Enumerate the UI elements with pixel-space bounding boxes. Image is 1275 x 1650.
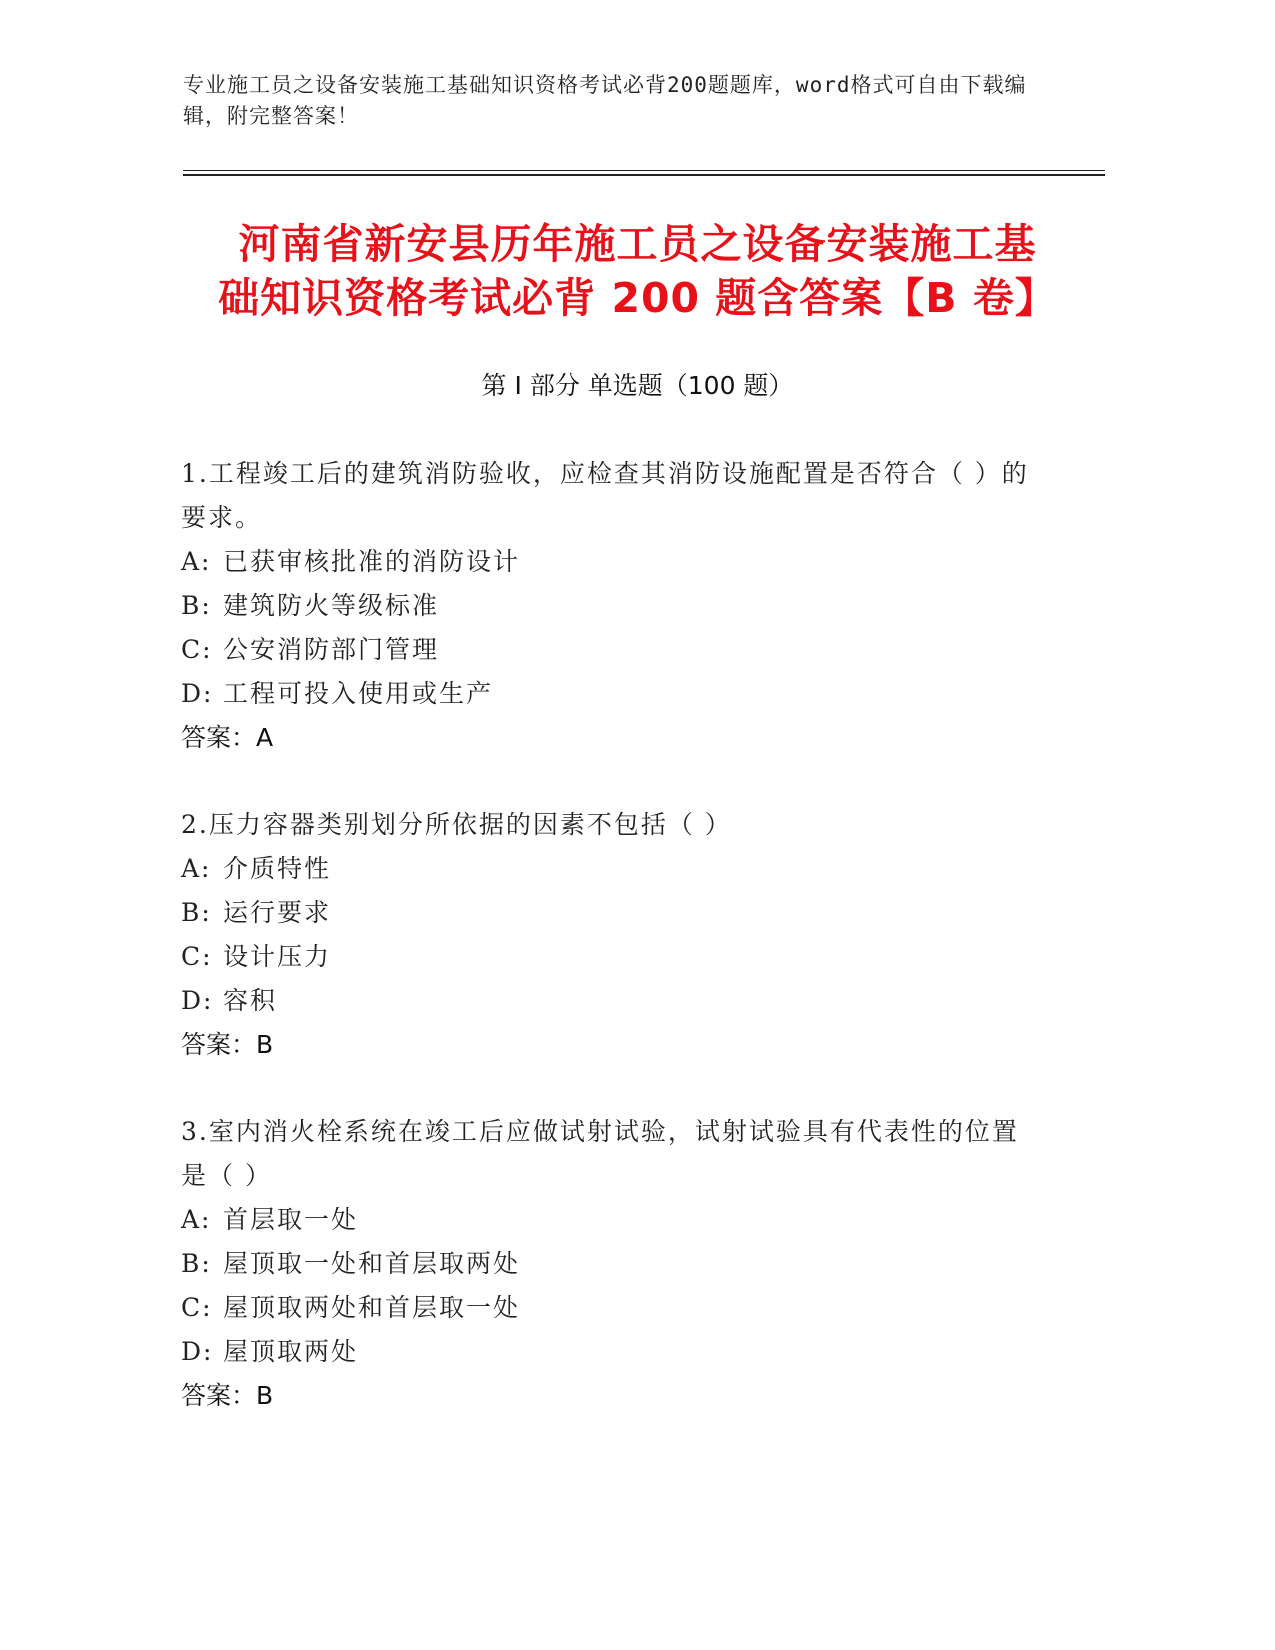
- option-key: A:: [181, 1205, 212, 1234]
- question-3: [181, 1110, 1041, 1418]
- option-text: 容积: [223, 986, 278, 1015]
- option-text: 公安消防部门管理: [223, 635, 440, 664]
- option-key: D:: [181, 679, 214, 708]
- header-divider-thin: [183, 170, 1105, 171]
- option-d: [181, 979, 1041, 1023]
- option-key: C:: [181, 1293, 213, 1322]
- option-text: 屋顶取两处: [223, 1337, 359, 1366]
- option-text: 建筑防火等级标准: [223, 591, 440, 620]
- option-text: 工程可投入使用或生产: [223, 679, 494, 708]
- answer-line: [181, 1374, 1041, 1418]
- option-key: C:: [181, 635, 213, 664]
- question-1: [181, 452, 1041, 760]
- answer-value: A: [256, 723, 274, 752]
- option-text: 介质特性: [223, 854, 332, 883]
- option-c: [181, 935, 1041, 979]
- option-key: A:: [181, 854, 212, 883]
- question-stem: 1.工程竣工后的建筑消防验收，应检查其消防设施配置是否符合（ ）的要求。: [181, 459, 1029, 532]
- option-key: C:: [181, 942, 213, 971]
- option-d: [181, 1330, 1041, 1374]
- option-d: [181, 672, 1041, 716]
- option-text: 运行要求: [223, 898, 332, 927]
- option-text: 已获审核批准的消防设计: [223, 547, 521, 576]
- option-text: 屋顶取一处和首层取两处: [223, 1249, 521, 1278]
- answer-label: 答案：: [181, 1381, 257, 1410]
- answer-line: [181, 1023, 1041, 1067]
- option-c: [181, 628, 1041, 672]
- option-key: B:: [181, 591, 212, 620]
- question-list: [181, 452, 1041, 1461]
- header-divider-thick: [183, 174, 1105, 176]
- option-text: 设计压力: [223, 942, 332, 971]
- section-title: 第 I 部分 单选题（100 题）: [481, 371, 794, 400]
- option-a: [181, 540, 1041, 584]
- question-stem: 2.压力容器类别划分所依据的因素不包括（ ）: [181, 810, 732, 839]
- option-b: [181, 891, 1041, 935]
- option-key: B:: [181, 1249, 212, 1278]
- option-text: 首层取一处: [223, 1205, 359, 1234]
- answer-value: B: [256, 1030, 274, 1059]
- document-title-line-1: 河南省新安县历年施工员之设备安装施工基: [238, 220, 1037, 268]
- option-key: B:: [181, 898, 212, 927]
- header-note: 专业施工员之设备安装施工基础知识资格考试必背200题题库，word格式可自由下载编辑，附完整答案！: [183, 73, 1027, 128]
- document-title: [150, 217, 1125, 325]
- question-stem: 3.室内消火栓系统在竣工后应做试射试验，试射试验具有代表性的位置是（ ）: [181, 1117, 1019, 1190]
- document-title-line-2: 础知识资格考试必背 200 题含答案【B 卷】: [218, 274, 1057, 322]
- option-b: [181, 584, 1041, 628]
- answer-label: 答案：: [181, 1030, 257, 1059]
- option-key: D:: [181, 986, 214, 1015]
- option-b: [181, 1242, 1041, 1286]
- option-a: [181, 847, 1041, 891]
- option-c: [181, 1286, 1041, 1330]
- option-a: [181, 1198, 1041, 1242]
- option-key: D:: [181, 1337, 214, 1366]
- option-text: 屋顶取两处和首层取一处: [223, 1293, 521, 1322]
- answer-label: 答案：: [181, 723, 257, 752]
- option-key: A:: [181, 547, 212, 576]
- answer-line: [181, 716, 1041, 760]
- answer-value: B: [256, 1381, 274, 1410]
- question-2: [181, 803, 1041, 1067]
